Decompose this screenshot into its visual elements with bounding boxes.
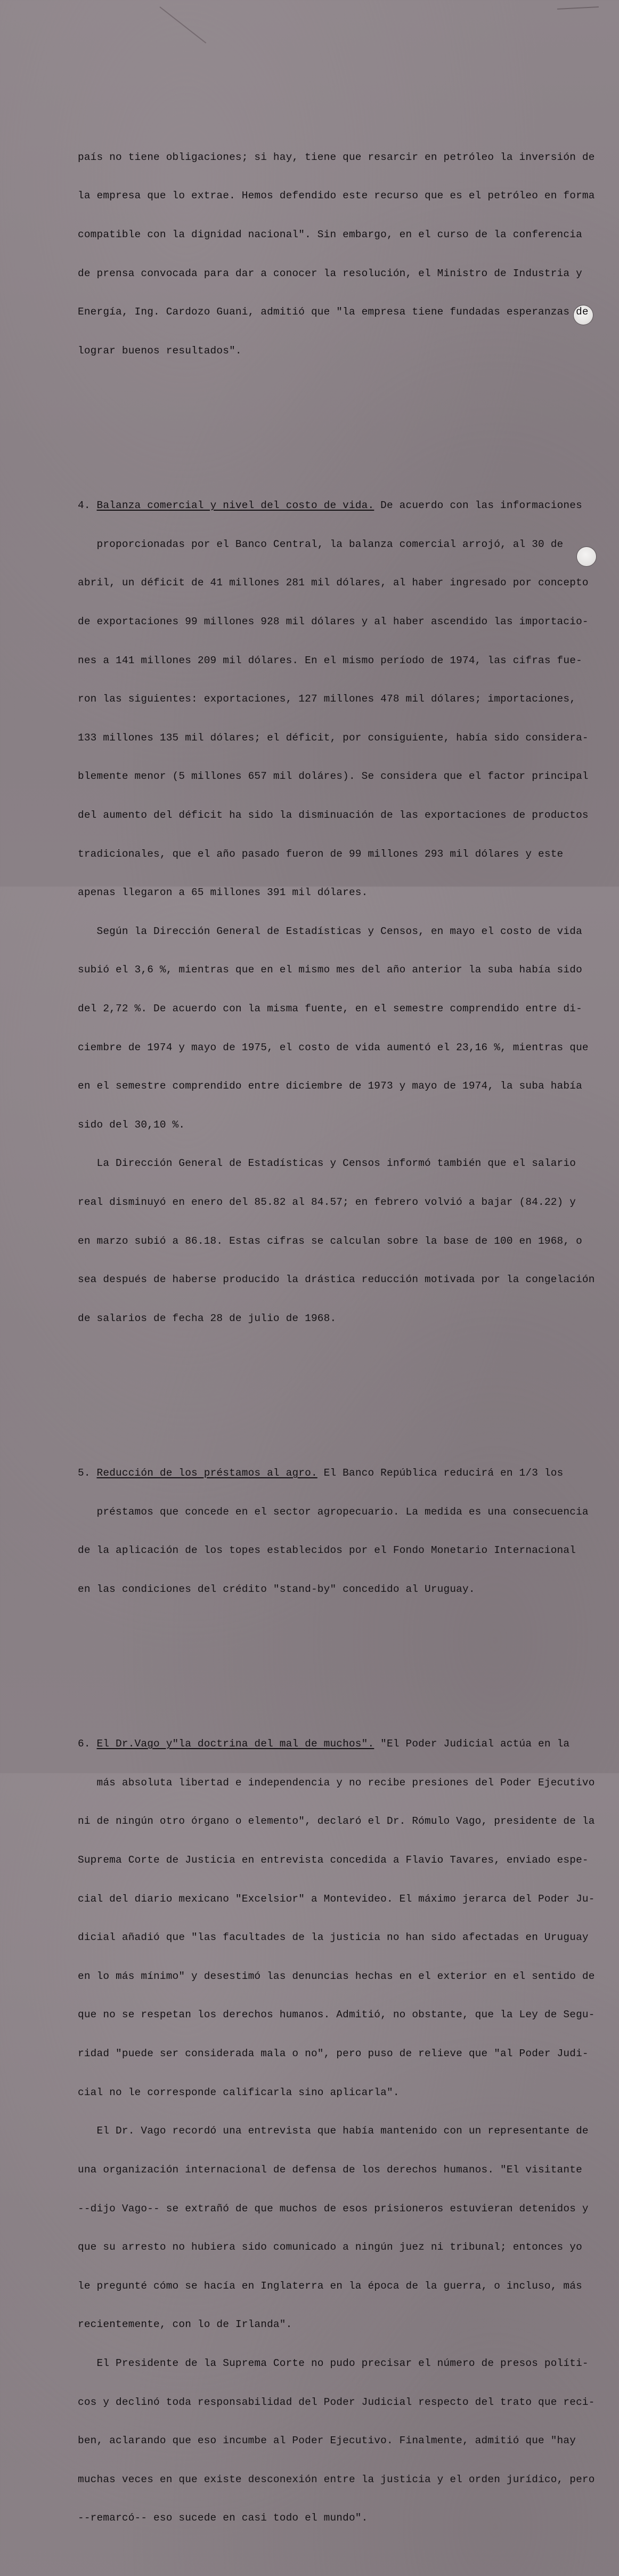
section-6	[78, 1712, 605, 2550]
text-line: compatible con la dignidad nacional". Sin embargo, en el curso de la conferencia	[78, 229, 582, 241]
text-line: sea después de haberse producido la drástica reducción motivada por la congelación	[78, 1274, 595, 1286]
text-line: sido del 30,10 %.	[78, 1118, 185, 1131]
text-line: muchas veces en que existe desconexión entre la justicia y el orden jurídico, pero	[78, 2473, 595, 2485]
text-line: del 2,72 %. De acuerdo con la misma fuente, en el semestre comprendido entre di-	[78, 1003, 582, 1015]
text-line: proporcionadas por el Banco Central, la balanza comercial arrojó, al 30 de	[78, 538, 564, 550]
text-line: La Dirección General de Estadísticas y Censos informó también que el salario	[78, 1157, 576, 1170]
text-line: subió el 3,6 %, mientras que en el mismo mes del año anterior la suba había sido	[78, 964, 582, 976]
section-heading-line	[78, 499, 605, 512]
text-line: tradicionales, que el año pasado fueron de 99 millones 293 mil dólares y este	[78, 848, 564, 860]
text-line: cial del diario mexicano "Excelsior" a Montevideo. El máximo jerarca del Poder Ju-	[78, 1893, 595, 1905]
section-number: 5.	[78, 1467, 97, 1479]
section-heading-line	[78, 1737, 605, 1750]
text-line: Energía, Ing. Cardozo Guani, admitió que "la empresa tiene fundadas esperanzas de	[78, 306, 589, 318]
text-line: dicial añadió que "las facultades de la justicia no han sido afectadas en Uruguay	[78, 1931, 589, 1944]
text-line: ni de ningún otro órgano o elemento", declaró el Dr. Rómulo Vago, presidente de la	[78, 1815, 595, 1828]
text-line: De acuerdo con las informaciones	[374, 500, 582, 512]
text-line: El Dr. Vago recordó una entrevista que había mantenido con un representante de	[78, 2125, 589, 2137]
spacer	[78, 1389, 605, 1402]
text-line: cos y declinó toda responsabilidad del Poder Judicial respecto del trato que reci-	[78, 2396, 595, 2408]
typed-text-body	[78, 99, 605, 2576]
text-line: 133 millones 135 mil dólares; el déficit, por consiguiente, había sido considera-	[78, 731, 589, 744]
text-line: en las condiciones del crédito "stand-by" concedido al Uruguay.	[78, 1583, 475, 1595]
section-heading: Balanza comercial y nivel del costo de vida.	[96, 500, 374, 512]
text-line: "El Poder Judicial actúa en la	[374, 1738, 570, 1750]
spacer	[78, 1660, 605, 1673]
text-line: El Presidente de la Suprema Corte no pudo precisar el número de presos políti-	[78, 2357, 589, 2369]
text-line: le pregunté cómo se hacía en Inglaterra en la época de la guerra, o incluso, más	[78, 2280, 582, 2292]
text-line: de exportaciones 99 millones 928 mil dólares y al haber ascendido las importacio-	[78, 615, 589, 627]
text-line: recientemente, con lo de Irlanda".	[78, 2319, 292, 2331]
text-line: en lo más mínimo" y desestimó las denuncias hechas en el exterior en el sentido de	[78, 1970, 595, 1982]
text-line: --remarcó-- eso sucede en casi todo el mundo".	[78, 2512, 368, 2524]
text-line: apenas llegaron a 65 millones 391 mil dólares.	[78, 887, 368, 899]
section-number: 4.	[78, 500, 97, 512]
text-line: que su arresto no hubiera sido comunicado a ningún juez ni tribunal; entonces yo	[78, 2241, 582, 2253]
text-line: préstamos que concede en el sector agropecuario. La medida es una consecuencia	[78, 1506, 589, 1518]
section-5	[78, 1441, 605, 1622]
text-line: del aumento del déficit ha sido la disminuación de las exportaciones de productos	[78, 809, 589, 821]
text-line: más absoluta libertad e independencia y no recibe presiones del Poder Ejecutivo	[78, 1776, 595, 1789]
text-line: real disminuyó en enero del 85.82 al 84.57; en febrero volvió a bajar (84.22) y	[78, 1196, 576, 1209]
text-line: --dijo Vago-- se extrañó de que muchos de esos prisioneros estuvieran detenidos y	[78, 2202, 589, 2215]
text-line: de la aplicación de los topes establecidos por el Fondo Monetario Internacional	[78, 1544, 576, 1557]
text-line: abril, un déficit de 41 millones 281 mil dólares, al haber ingresado por concepto	[78, 577, 589, 589]
intro-paragraph	[78, 125, 605, 383]
text-line: Suprema Corte de Justicia en entrevista concedida a Flavio Tavares, enviado espe-	[78, 1854, 589, 1866]
text-line: Según la Dirección General de Estadísticas y Censos, en mayo el costo de vida	[78, 925, 582, 937]
text-line: de prensa convocada para dar a conocer la resolución, el Ministro de Industria y	[78, 267, 582, 279]
section-4	[78, 473, 605, 1351]
text-line: ridad "puede ser considerada mala o no", pero puso de relieve que "al Poder Judi-	[78, 2048, 589, 2060]
text-line: que no se respetan los derechos humanos. Admitió, no obstante, que la Ley de Segu-	[78, 2009, 595, 2021]
spacer	[78, 422, 605, 434]
text-line: país no tiene obligaciones; si hay, tiene que resarcir en petróleo la inversión de	[78, 151, 595, 163]
text-line: una organización internacional de defensa de los derechos humanos. "El visitante	[78, 2163, 582, 2176]
section-number: 6.	[78, 1738, 97, 1750]
section-heading: El Dr.Vago y"la doctrina del mal de muchos".	[96, 1738, 374, 1750]
text-line: ciembre de 1974 y mayo de 1975, el costo de vida aumentó el 23,16 %, mientras que	[78, 1041, 589, 1053]
text-line: la empresa que lo extrae. Hemos defendido este recurso que es el petróleo en forma	[78, 190, 595, 202]
text-line: de salarios de fecha 28 de julio de 1968.	[78, 1312, 337, 1324]
paper-crease	[159, 6, 206, 43]
text-line: nes a 141 millones 209 mil dólares. En el mismo período de 1974, las cifras fue-	[78, 654, 582, 666]
corner-pencil-mark	[557, 6, 599, 10]
text-line: en marzo subió a 86.18. Estas cifras se calculan sobre la base de 100 en 1968, o	[78, 1235, 582, 1247]
section-heading-line	[78, 1467, 605, 1479]
text-line: ron las siguientes: exportaciones, 127 millones 478 mil dólares; importaciones,	[78, 693, 576, 705]
text-line: lograr buenos resultados".	[78, 344, 242, 357]
text-line: blemente menor (5 millones 657 mil doláres). Se considera que el factor principal	[78, 770, 589, 783]
text-line: ben, aclarando que eso incumbe al Poder Ejecutivo. Finalmente, admitió que "hay	[78, 2435, 576, 2447]
text-line: en el semestre comprendido entre diciembre de 1973 y mayo de 1974, la suba había	[78, 1080, 582, 1092]
text-line: El Banco República reducirá en 1/3 los	[317, 1467, 564, 1479]
section-heading: Reducción de los préstamos al agro.	[96, 1467, 317, 1479]
text-line: cial no le corresponde calificarla sino aplicarla".	[78, 2086, 400, 2098]
